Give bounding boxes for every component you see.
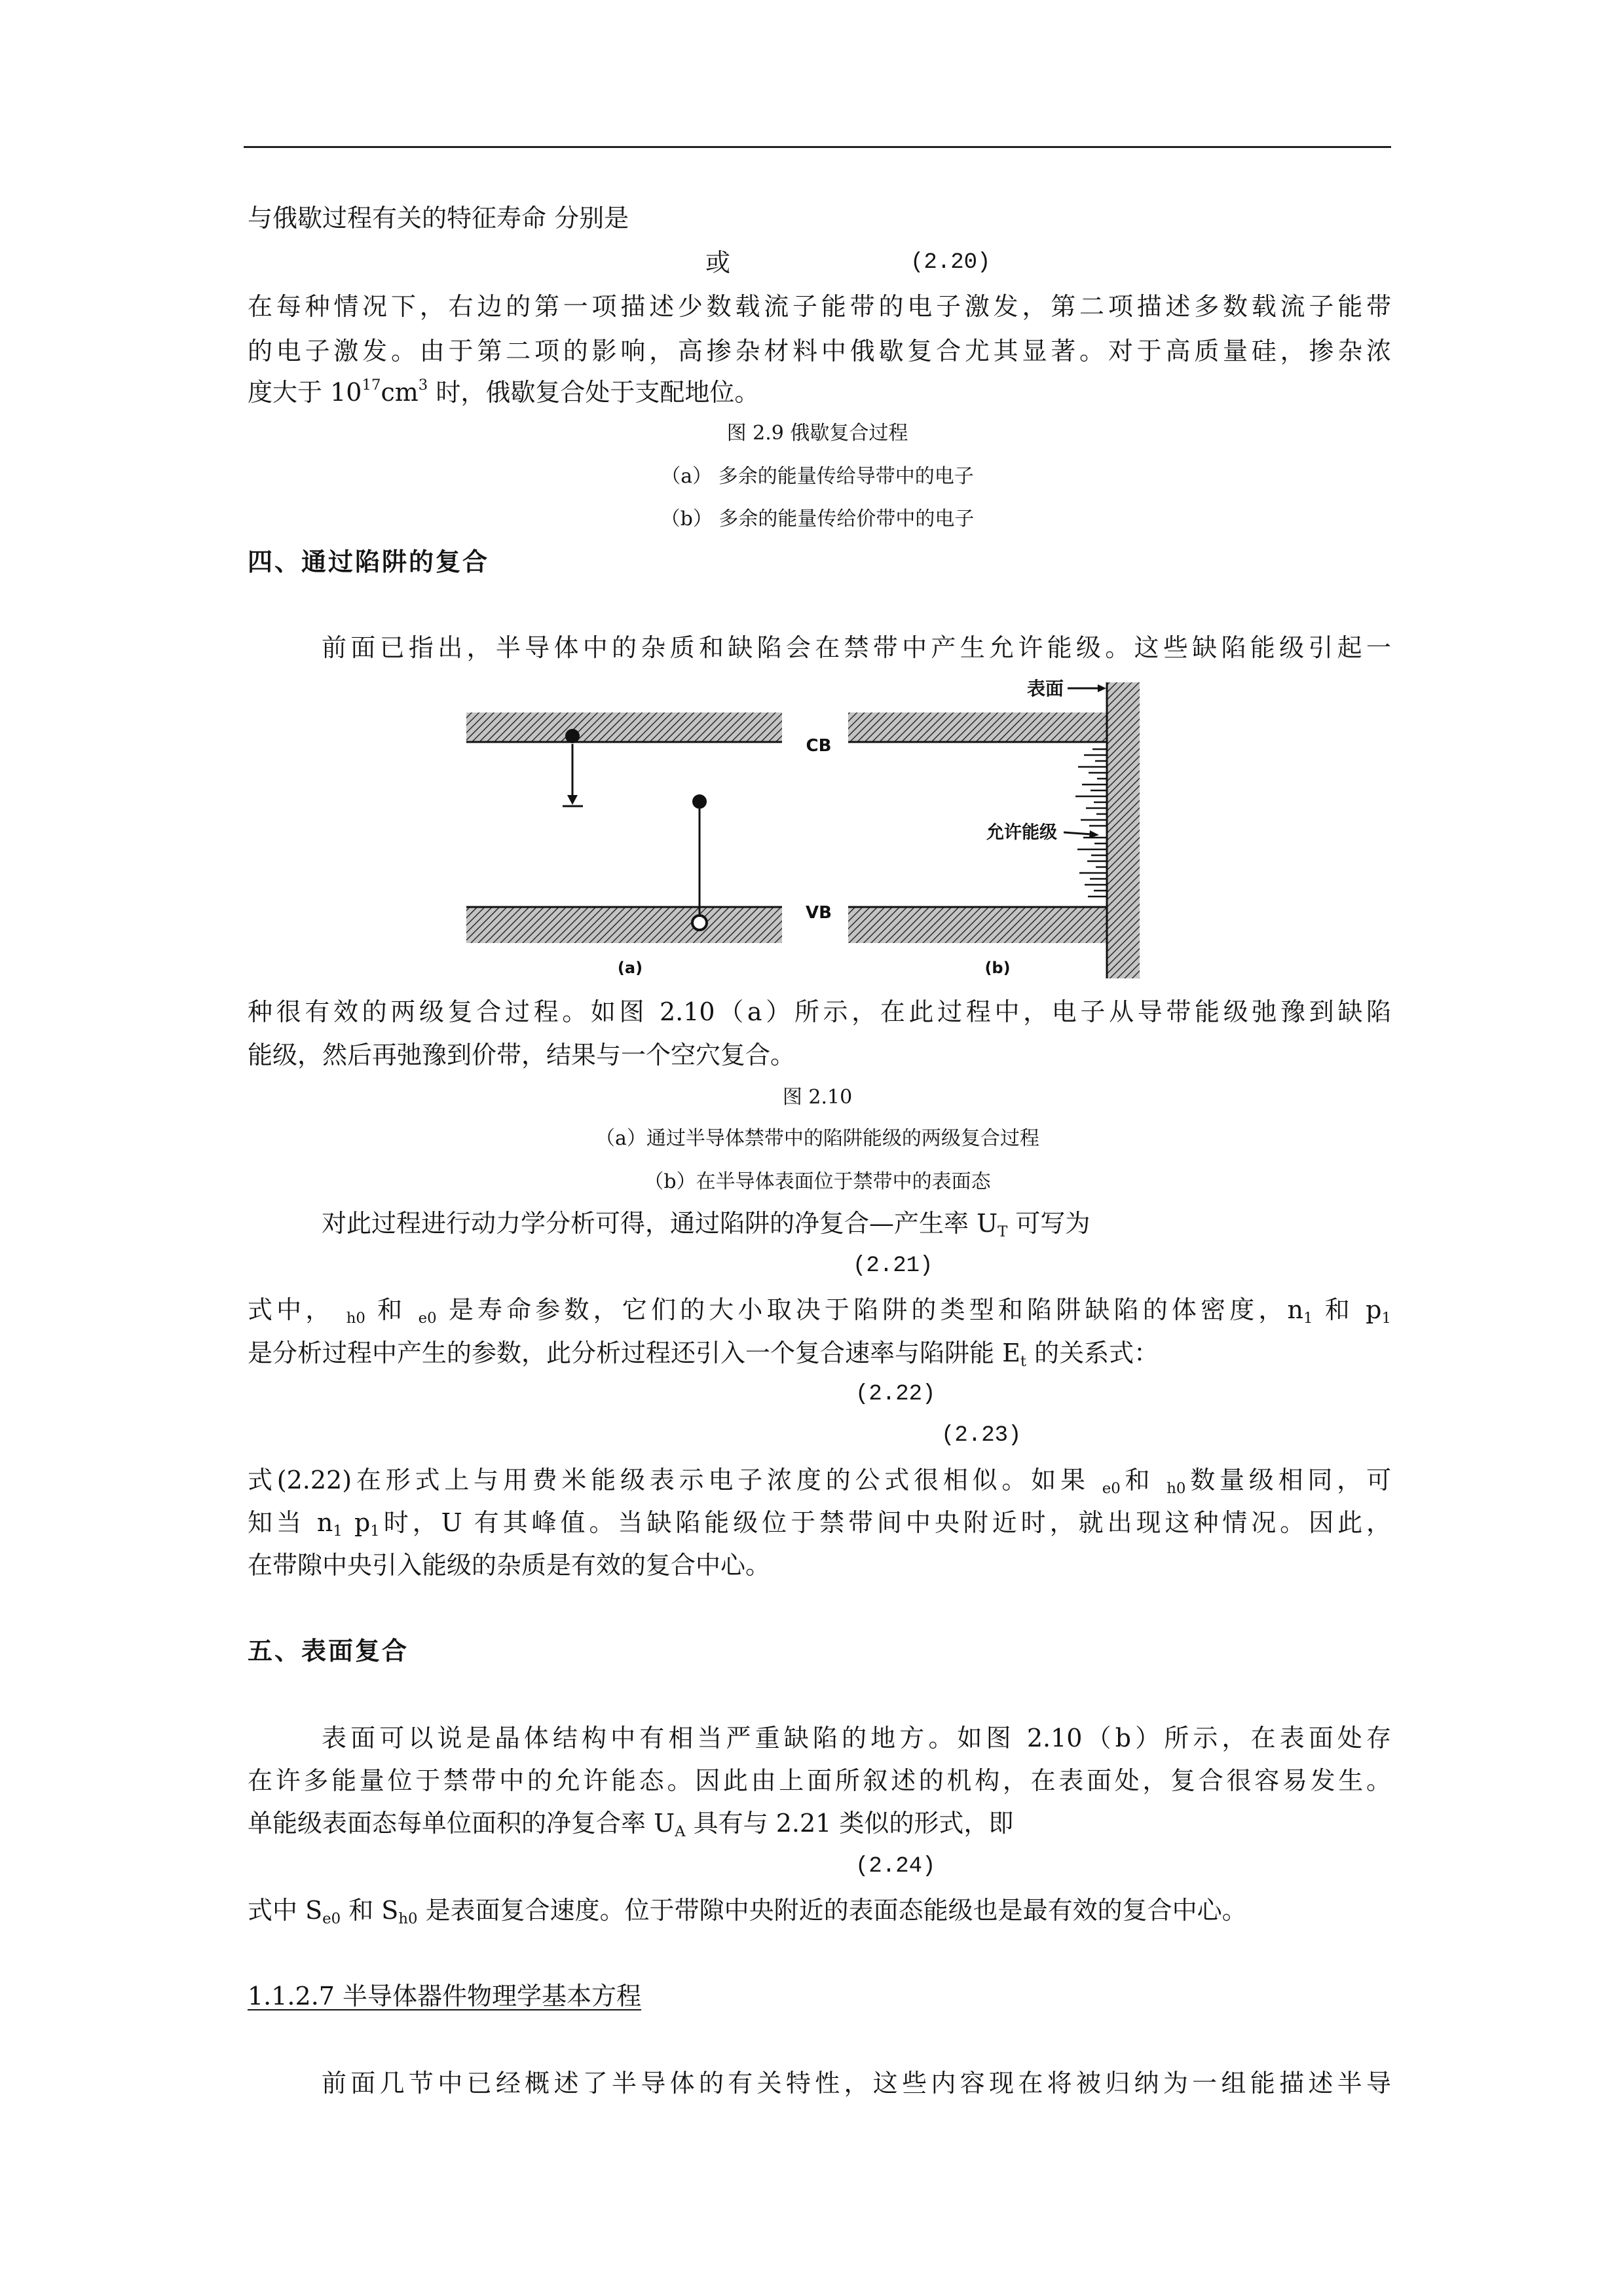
text-segment: p xyxy=(342,1508,371,1537)
text-segment: 式(2.22)在形式上与用费米能级表示电子浓度的公式很相似。如果 xyxy=(248,1466,1102,1494)
surface-wall xyxy=(1107,682,1140,978)
valence-band-b xyxy=(848,907,1107,943)
figure-2-9-caption-a: （a） 多余的能量传给导带中的电子 xyxy=(661,465,974,488)
auger-intro-line: 与俄歇过程有关的特征寿命 分别是 xyxy=(248,204,629,232)
surface-paragraph-line-2: 在许多能量位于禁带中的允许能态。因此由上面所叙述的机构，在表面处，复合很容易发生。 xyxy=(248,1766,1391,1795)
symbols-line-2 xyxy=(248,1337,1159,1369)
text-segment: cm xyxy=(381,378,419,407)
text-segment: 数量级相同，可 xyxy=(1185,1466,1391,1494)
text-segment: 式中 S xyxy=(248,1896,323,1925)
text-segment: 单能级表面态每单位面积的净复合率 U xyxy=(248,1809,675,1838)
label-cb: CB xyxy=(806,736,832,756)
subscript: 1 xyxy=(1303,1309,1313,1327)
text-segment: 和 S xyxy=(341,1896,399,1925)
electron-dot-conduction xyxy=(565,729,580,743)
hole-circle-valence xyxy=(692,916,707,930)
text-segment: 式中， xyxy=(248,1295,346,1324)
equation-number-2-24: (2.24) xyxy=(855,1854,936,1879)
label-surface: 表面 xyxy=(1027,678,1064,699)
text-segment: 和 xyxy=(1120,1466,1167,1494)
figure-2-10-caption: 图 2.10 xyxy=(782,1086,853,1109)
symbols-line-1 xyxy=(248,1294,1391,1325)
label-subfigure-a: (a) xyxy=(617,959,643,977)
label-subfigure-b: (b) xyxy=(984,959,1011,977)
text-segment: 度大于 10 xyxy=(248,378,362,407)
trap-paragraph-line-1: 前面已指出，半导体中的杂质和缺陷会在禁带中产生允许能级。这些缺陷能级引起一 xyxy=(322,633,1391,662)
section-heading-trap-recombination: 四、通过陷阱的复合 xyxy=(248,547,490,576)
section-heading-basic-equations: 1.1.2.7 半导体器件物理学基本方程 xyxy=(248,1982,642,2010)
auger-paragraph-line-1: 在每种情况下，右边的第一项描述少数载流子能带的电子激发，第二项描述多数载流子能带 xyxy=(248,292,1391,321)
text-segment: 对此过程进行动力学分析可得，通过陷阱的净复合—产生率 U xyxy=(322,1209,998,1238)
text-segment: 时，俄歇复合处于支配地位。 xyxy=(428,378,760,407)
equation-number-2-22: (2.22) xyxy=(855,1382,936,1407)
text-segment: 和 xyxy=(365,1295,419,1324)
arrowhead-icon xyxy=(567,795,578,805)
similarity-line-2 xyxy=(248,1507,1391,1538)
equation-or-label: 或 xyxy=(705,248,731,277)
subscript: 1 xyxy=(1381,1309,1392,1327)
text-segment: 是分析过程中产生的参数，此分析过程还引入一个复合速率与陷阱能 E xyxy=(248,1339,1020,1367)
subscript: h0 xyxy=(1166,1479,1186,1497)
surface-paragraph-line-1: 表面可以说是晶体结构中有相当严重缺陷的地方。如图 2.10（b）所示，在表面处存 xyxy=(322,1724,1391,1752)
valence-band-a xyxy=(466,907,782,943)
subscript: 1 xyxy=(333,1522,343,1540)
subscript: e0 xyxy=(418,1309,437,1327)
auger-paragraph-line-2: 的电子激发。由于第二项的影响，高掺杂材料中俄歇复合尤其显著。对于高质量硅，掺杂浓 xyxy=(248,337,1391,365)
text-segment: 可写为 xyxy=(1007,1209,1091,1238)
figure-2-9-caption: 图 2.9 俄歇复合过程 xyxy=(726,422,908,445)
electron-dot-trap xyxy=(692,794,707,809)
subscript: A xyxy=(675,1823,686,1840)
similarity-line-3: 在带隙中央引入能级的杂质是有效的复合中心。 xyxy=(248,1551,771,1580)
subscript: 1 xyxy=(370,1522,380,1540)
figure-2-10-caption-a: （a）通过半导体禁带中的陷阱能级的两级复合过程 xyxy=(595,1127,1039,1150)
similarity-line-1 xyxy=(248,1464,1391,1496)
allowed-levels-pointer-line xyxy=(1064,832,1091,834)
surface-paragraph-line-3 xyxy=(248,1807,1013,1839)
subscript: h0 xyxy=(398,1910,418,1927)
figure-2-10-diagram xyxy=(458,673,1166,988)
text-segment: 是表面复合速度。位于带隙中央附近的表面态能级也是最有效的复合中心。 xyxy=(417,1896,1247,1925)
text-segment: 具有与 2.21 类似的形式，即 xyxy=(685,1809,1014,1838)
equation-number-2-20: (2.20) xyxy=(910,250,991,275)
text-segment: 和 p xyxy=(1313,1295,1382,1324)
band-diagram-svg xyxy=(458,673,1166,988)
label-allowed-levels: 允许能级 xyxy=(986,823,1057,843)
arrowhead-icon xyxy=(1098,684,1106,692)
subscript: t xyxy=(1020,1352,1026,1370)
basic-equations-paragraph-line-1: 前面几节中已经概述了半导体的有关特性，这些内容现在将被归纳为一组能描述半导 xyxy=(322,2069,1391,2098)
trap-paragraph-line-2: 种很有效的两级复合过程。如图 2.10（a）所示，在此过程中，电子从导带能级弛豫到缺陷 xyxy=(248,997,1391,1026)
subscript: T xyxy=(998,1223,1008,1240)
auger-paragraph-line-3 xyxy=(248,377,759,408)
figure-2-10-caption-b: （b）在半导体表面位于禁带中的表面态 xyxy=(644,1170,991,1193)
section-heading-surface-recombination: 五、表面复合 xyxy=(248,1636,409,1665)
text-segment: 时，U 有其峰值。当缺陷能级位于禁带间中央附近时，就出现这种情况。因此， xyxy=(379,1508,1392,1537)
equation-number-2-23: (2.23) xyxy=(941,1423,1022,1448)
kinetics-line xyxy=(322,1208,1090,1239)
header-rule xyxy=(244,146,1391,148)
surface-paragraph-line-4 xyxy=(248,1895,1247,1926)
trap-paragraph-line-3: 能级，然后再弛豫到价带，结果与一个空穴复合。 xyxy=(248,1041,796,1069)
equation-number-2-21: (2.21) xyxy=(853,1253,933,1278)
figure-2-9-caption-b: （b） 多余的能量传给价带中的电子 xyxy=(660,508,975,530)
text-segment: 的关系式： xyxy=(1026,1339,1159,1367)
label-vb: VB xyxy=(806,903,832,923)
text-segment: 是寿命参数，它们的大小取决于陷阱的类型和陷阱缺陷的体密度，n xyxy=(436,1295,1303,1324)
conduction-band-a xyxy=(466,713,782,742)
conduction-band-b xyxy=(848,713,1107,742)
text-segment: 知当 n xyxy=(248,1508,333,1537)
subscript: e0 xyxy=(1102,1479,1121,1497)
subscript: h0 xyxy=(346,1309,365,1327)
subscript: e0 xyxy=(322,1910,341,1927)
allowed-surface-levels xyxy=(1075,749,1107,897)
superscript: 3 xyxy=(418,376,428,394)
superscript: 17 xyxy=(362,376,381,394)
